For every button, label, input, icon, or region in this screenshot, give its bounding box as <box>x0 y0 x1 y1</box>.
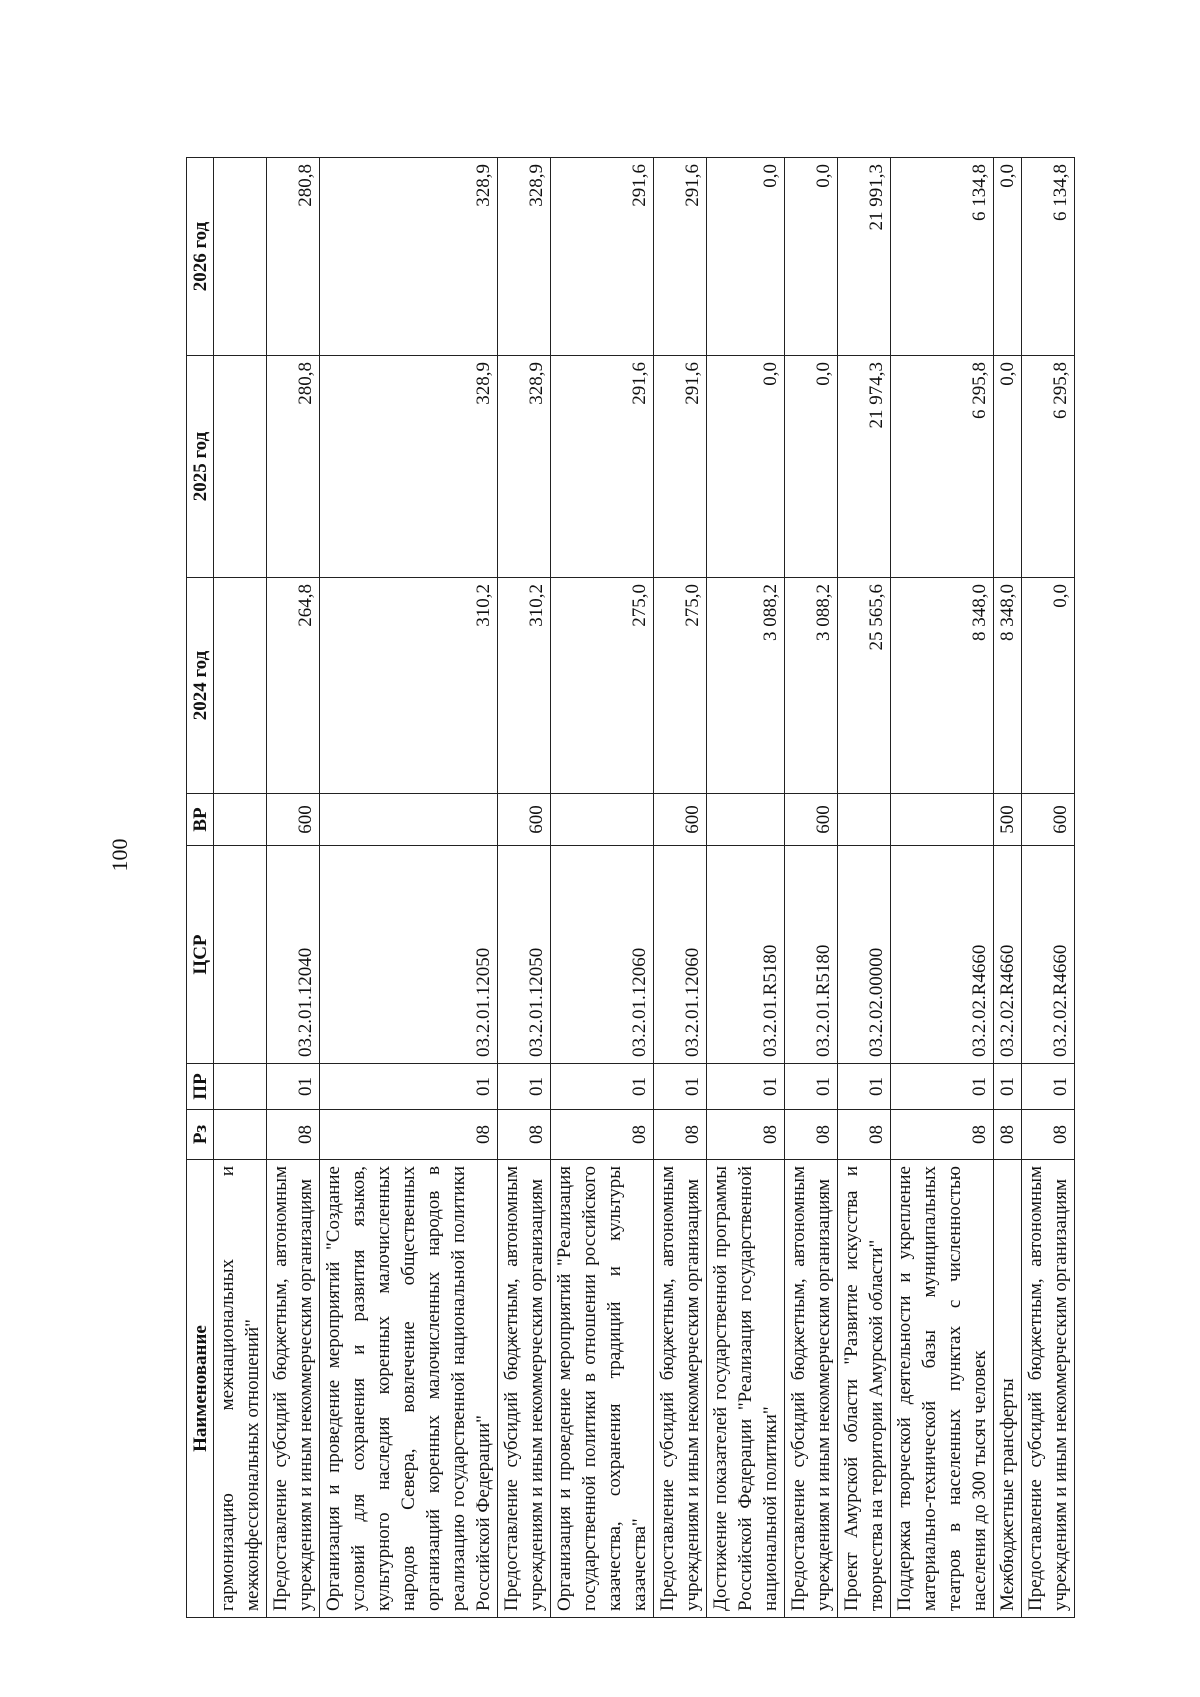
row-value-2025: 0,0 <box>994 356 1022 578</box>
row-pr: 01 <box>1022 1064 1075 1110</box>
row-name: Достижение показателей государственной программы Российской Федерации "Реализация государственной национальной политики" <box>707 1160 785 1618</box>
row-value-2025: 0,0 <box>785 356 838 578</box>
row-rz <box>214 1110 267 1160</box>
row-value-2026: 328,9 <box>498 158 551 356</box>
row-name: Предоставление субсидий бюджетным, автономным учреждениям и иным некоммерческим организациям <box>267 1160 320 1618</box>
table-body <box>214 158 1075 1618</box>
table-row <box>707 158 785 1618</box>
row-pr: 01 <box>654 1064 707 1110</box>
row-value-2024: 8 348,0 <box>891 578 994 794</box>
table-row <box>498 158 551 1618</box>
row-vr <box>707 794 785 846</box>
row-vr <box>891 794 994 846</box>
table-row <box>891 158 994 1618</box>
row-rz: 08 <box>1022 1110 1075 1160</box>
header-csr: ЦСР <box>187 846 214 1064</box>
header-pr: ПР <box>187 1064 214 1110</box>
row-name: Организация и проведение мероприятий "Создание условий для сохранения и развития языков, культурного наследия коренных малочисленных народов Севера, вовлечение общественных организаций коренных малочисленных народов в реализацию государственной национальной политики Российской Федерации" <box>320 1160 498 1618</box>
table-header-row <box>187 158 214 1618</box>
row-csr: 03.2.01.12060 <box>551 846 654 1064</box>
row-value-2025: 280,8 <box>267 356 320 578</box>
row-value-2026: 6 134,8 <box>891 158 994 356</box>
row-csr: 03.2.01.12050 <box>320 846 498 1064</box>
row-rz: 08 <box>707 1110 785 1160</box>
table-row <box>785 158 838 1618</box>
row-value-2025: 291,6 <box>654 356 707 578</box>
row-value-2025 <box>214 356 267 578</box>
row-value-2026 <box>214 158 267 356</box>
table-row <box>838 158 891 1618</box>
header-2026: 2026 год <box>187 158 214 356</box>
row-name: гармонизацию межнациональных и межконфессиональных отношений" <box>214 1160 267 1618</box>
row-csr <box>214 846 267 1064</box>
row-name: Проект Амурской области "Развитие искусства и творчества на территории Амурской области" <box>838 1160 891 1618</box>
row-name: Предоставление субсидий бюджетным, автономным учреждениям и иным некоммерческим организациям <box>654 1160 707 1618</box>
row-rz: 08 <box>838 1110 891 1160</box>
row-vr <box>551 794 654 846</box>
table-row <box>551 158 654 1618</box>
row-vr: 600 <box>654 794 707 846</box>
row-rz: 08 <box>498 1110 551 1160</box>
row-value-2024: 264,8 <box>267 578 320 794</box>
row-rz: 08 <box>891 1110 994 1160</box>
row-name: Предоставление субсидий бюджетным, автономным учреждениям и иным некоммерческим организациям <box>1022 1160 1075 1618</box>
row-value-2026: 328,9 <box>320 158 498 356</box>
row-value-2025: 0,0 <box>707 356 785 578</box>
row-pr: 01 <box>891 1064 994 1110</box>
row-csr: 03.2.01.12040 <box>267 846 320 1064</box>
row-value-2024: 275,0 <box>654 578 707 794</box>
row-value-2024: 310,2 <box>498 578 551 794</box>
row-name: Поддержка творческой деятельности и укрепление материально-технической базы муниципальных театров в населенных пунктах с численностью населения до 300 тысяч человек <box>891 1160 994 1618</box>
row-value-2024: 25 565,6 <box>838 578 891 794</box>
table-row <box>214 158 267 1618</box>
row-value-2025: 328,9 <box>320 356 498 578</box>
row-value-2024: 0,0 <box>1022 578 1075 794</box>
row-value-2026: 21 991,3 <box>838 158 891 356</box>
row-pr: 01 <box>267 1064 320 1110</box>
table-row <box>267 158 320 1618</box>
rotated-table-container <box>186 158 1071 1618</box>
row-value-2024: 310,2 <box>320 578 498 794</box>
row-value-2026: 0,0 <box>707 158 785 356</box>
row-vr: 600 <box>1022 794 1075 846</box>
row-vr: 600 <box>498 794 551 846</box>
row-value-2025: 291,6 <box>551 356 654 578</box>
row-vr: 600 <box>267 794 320 846</box>
table-row <box>654 158 707 1618</box>
row-rz: 08 <box>551 1110 654 1160</box>
row-value-2026: 280,8 <box>267 158 320 356</box>
row-rz: 08 <box>654 1110 707 1160</box>
row-vr <box>214 794 267 846</box>
row-name: Межбюджетные трансферты <box>994 1160 1022 1618</box>
header-vr: ВР <box>187 794 214 846</box>
header-2025: 2025 год <box>187 356 214 578</box>
row-value-2024 <box>214 578 267 794</box>
row-value-2024: 3 088,2 <box>707 578 785 794</box>
row-rz: 08 <box>785 1110 838 1160</box>
row-pr: 01 <box>498 1064 551 1110</box>
row-value-2026: 291,6 <box>551 158 654 356</box>
row-rz: 08 <box>320 1110 498 1160</box>
budget-table <box>186 157 1075 1618</box>
table-row <box>1022 158 1075 1618</box>
row-value-2024: 8 348,0 <box>994 578 1022 794</box>
row-pr: 01 <box>838 1064 891 1110</box>
header-2024: 2024 год <box>187 578 214 794</box>
row-csr: 03.2.02.R4660 <box>891 846 994 1064</box>
row-value-2025: 6 295,8 <box>1022 356 1075 578</box>
row-csr: 03.2.01.R5180 <box>785 846 838 1064</box>
page-number: 100 <box>107 838 132 872</box>
row-csr: 03.2.02.00000 <box>838 846 891 1064</box>
row-value-2025: 328,9 <box>498 356 551 578</box>
row-value-2025: 6 295,8 <box>891 356 994 578</box>
row-value-2026: 6 134,8 <box>1022 158 1075 356</box>
table-row <box>320 158 498 1618</box>
row-vr <box>320 794 498 846</box>
row-name: Предоставление субсидий бюджетным, автономным учреждениям и иным некоммерческим организациям <box>785 1160 838 1618</box>
row-value-2024: 275,0 <box>551 578 654 794</box>
row-name: Организация и проведение мероприятий "Реализация государственной политики в отношении российского казачества, сохранения традиций и культуры казачества" <box>551 1160 654 1618</box>
row-value-2026: 0,0 <box>785 158 838 356</box>
row-vr <box>838 794 891 846</box>
row-pr: 01 <box>551 1064 654 1110</box>
row-pr: 01 <box>707 1064 785 1110</box>
row-csr: 03.2.01.R5180 <box>707 846 785 1064</box>
row-vr: 600 <box>785 794 838 846</box>
row-csr: 03.2.01.12050 <box>498 846 551 1064</box>
row-csr: 03.2.02.R4660 <box>994 846 1022 1064</box>
row-value-2024: 3 088,2 <box>785 578 838 794</box>
row-pr <box>214 1064 267 1110</box>
row-pr: 01 <box>320 1064 498 1110</box>
row-value-2026: 0,0 <box>994 158 1022 356</box>
row-pr: 01 <box>785 1064 838 1110</box>
row-value-2025: 21 974,3 <box>838 356 891 578</box>
row-csr: 03.2.01.12060 <box>654 846 707 1064</box>
row-vr: 500 <box>994 794 1022 846</box>
row-csr: 03.2.02.R4660 <box>1022 846 1075 1064</box>
row-value-2026: 291,6 <box>654 158 707 356</box>
header-name: Наименование <box>187 1160 214 1618</box>
table-row <box>994 158 1022 1618</box>
row-rz: 08 <box>994 1110 1022 1160</box>
row-pr: 01 <box>994 1064 1022 1110</box>
row-rz: 08 <box>267 1110 320 1160</box>
header-rz: Рз <box>187 1110 214 1160</box>
row-name: Предоставление субсидий бюджетным, автономным учреждениям и иным некоммерческим организациям <box>498 1160 551 1618</box>
